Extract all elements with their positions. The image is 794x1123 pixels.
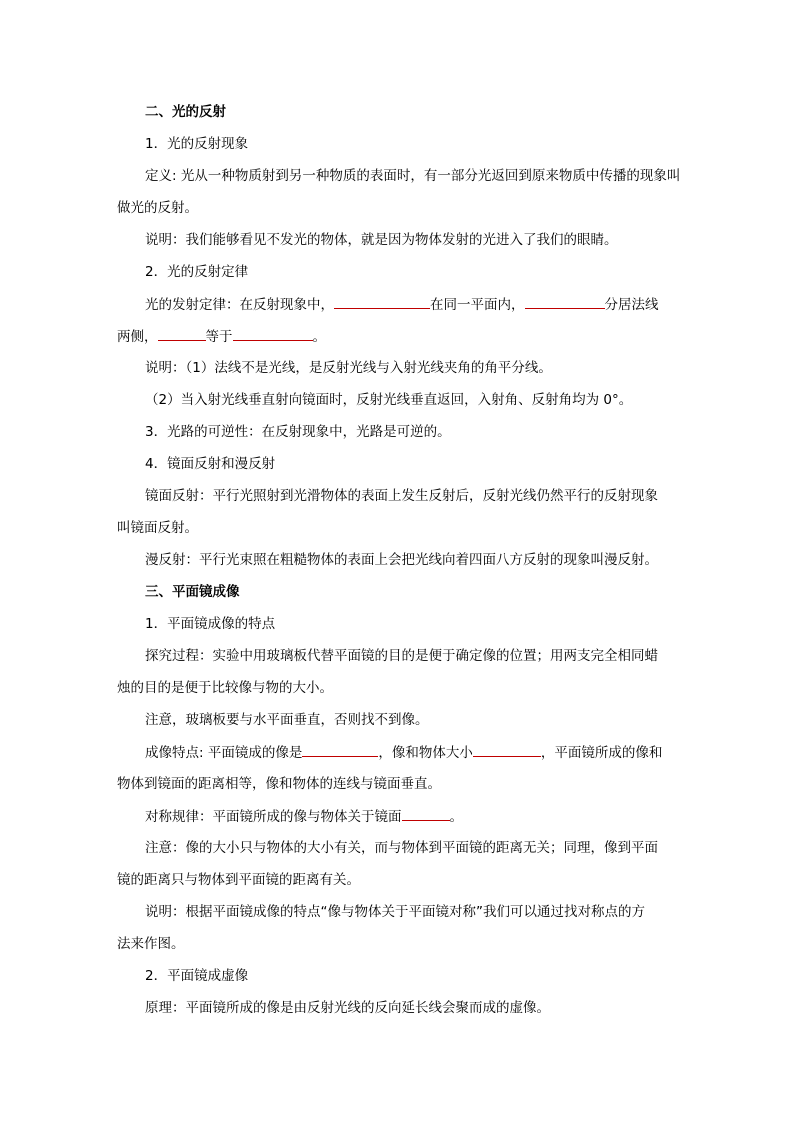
- attention-glass-plate: 注意，玻璃板要与水平面垂直，否则找不到像。: [145, 712, 429, 728]
- feature-text-b: ，像和物体大小: [378, 745, 473, 761]
- section-heading-plane-mirror: 三、平面镜成像: [145, 584, 240, 600]
- exploration-process-line-1: 探究过程：实验中用玻璃板代替平面镜的目的是便于确定像的位置；用两支完全相同蜡: [145, 648, 658, 664]
- explanation-drawing-line-2: 法来作图。: [117, 936, 185, 952]
- blank-line-5: [302, 744, 378, 757]
- blank-line-4: [233, 328, 313, 341]
- definition-line-1: 定义: 光从一种物质射到另一种物质的表面时，有一部分光返回到原来物质中传播的现象叫: [145, 168, 681, 184]
- law-text-a: 光的发射定律：在反射现象中，: [145, 297, 334, 313]
- exploration-process-line-2: 烛的目的是便于比较像与物的大小。: [117, 680, 333, 696]
- attention-image-size-line-2: 镜的距离只与物体到平面镜的距离有关。: [117, 872, 360, 888]
- reversibility-statement: 3．光路的可逆性：在反射现象中，光路是可逆的。: [145, 424, 451, 440]
- explanation-visible-objects: 说明：我们能够看见不发光的物体，就是因为物体发射的光进入了我们的眼睛。: [145, 232, 618, 248]
- diffuse-reflection-statement: 漫反射：平行光束照在粗糙物体的表面上会把光线向着四面八方反射的现象叫漫反射。: [145, 552, 658, 568]
- mirror-reflection-line-1: 镜面反射：平行光照射到光滑物体的表面上发生反射后，反射光线仍然平行的反射现象: [145, 488, 658, 504]
- reflection-law-line-1: [145, 296, 659, 313]
- law-text-e: 等于: [205, 329, 233, 345]
- feature-text-a: 成像特点: 平面镜成的像是: [145, 745, 303, 761]
- explanation-drawing-line-1: 说明：根据平面镜成像的特点“像与物体关于平面镜对称”我们可以通过找对称点的方: [145, 904, 645, 920]
- virtual-image-principle: 原理：平面镜所成的像是由反射光线的反向延长线会聚而成的虚像。: [145, 1000, 550, 1016]
- attention-image-size-line-1: 注意：像的大小只与物体的大小有关，而与物体到平面镜的距离无关；同理，像到平面: [145, 840, 658, 856]
- imaging-features-line-1: [145, 744, 662, 761]
- blank-line-7: [402, 808, 450, 821]
- blank-line-3: [158, 328, 206, 341]
- feature-text-c: ，平面镜所成的像和: [540, 745, 663, 761]
- blank-line-1: [334, 296, 430, 309]
- blank-line-6: [473, 744, 541, 757]
- subsection-title-reflection-phenomenon: 1．光的反射现象: [145, 136, 249, 152]
- explanation-perpendicular-incidence: （2）当入射光线垂直射向镜面时，反射光线垂直返回，入射角、反射角均为 0°。: [145, 392, 633, 408]
- law-text-c: 分居法线: [604, 297, 659, 313]
- section-heading-reflection: 二、光的反射: [145, 104, 226, 120]
- blank-line-2: [525, 296, 605, 309]
- law-text-b: 在同一平面内，: [430, 297, 525, 313]
- imaging-features-line-2: 物体到镜面的距离相等，像和物体的连线与镜面垂直。: [117, 776, 441, 792]
- subsection-title-reflection-law: 2．光的反射定律: [145, 264, 249, 280]
- symmetry-text-b: 。: [449, 809, 463, 825]
- mirror-reflection-line-2: 叫镜面反射。: [117, 520, 198, 536]
- definition-line-2: 做光的反射。: [117, 200, 198, 216]
- subsection-title-mirror-diffuse: 4．镜面反射和漫反射: [145, 456, 276, 472]
- explanation-normal-line: 说明：（1）法线不是光线，是反射光线与入射光线夹角的角平分线。: [145, 360, 552, 376]
- subsection-title-virtual-image: 2．平面镜成虚像: [145, 968, 249, 984]
- subsection-title-mirror-features: 1．平面镜成像的特点: [145, 616, 276, 632]
- symmetry-text-a: 对称规律：平面镜所成的像与物体关于镜面: [145, 809, 402, 825]
- law-text-f: 。: [312, 329, 326, 345]
- law-text-d: 两侧，: [117, 329, 158, 345]
- reflection-law-line-2: [117, 328, 326, 345]
- symmetry-rule-line: [145, 808, 463, 825]
